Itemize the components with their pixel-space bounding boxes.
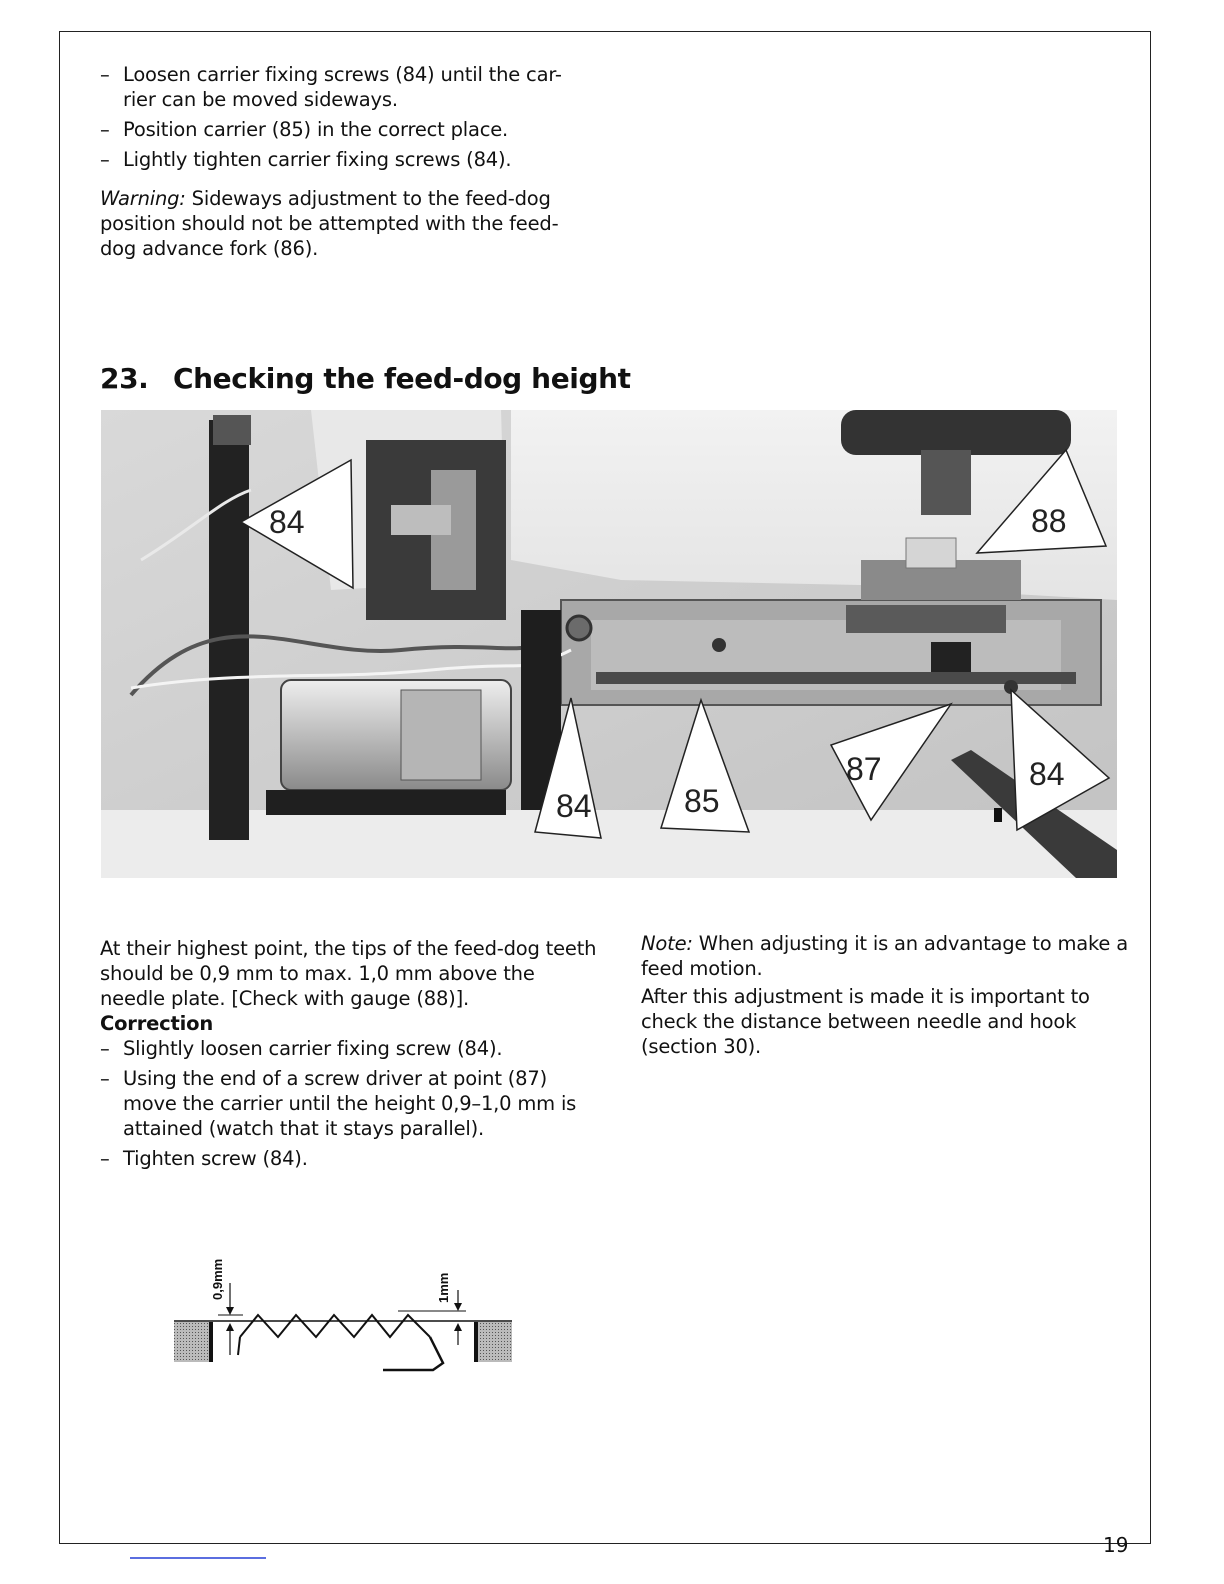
step-position: – Position carrier (85) in the correct place. [100, 117, 570, 142]
svg-text:84: 84 [1029, 756, 1065, 792]
left-column-top [213, 415, 251, 445]
svg-text:87: 87 [846, 751, 882, 787]
body-left-column [100, 936, 600, 1176]
screw-tip [994, 808, 1002, 822]
correction-title: Correction [100, 1012, 214, 1035]
photo-base [101, 810, 1117, 878]
machine-photo [101, 410, 1117, 878]
feed-dog-diagram [168, 1245, 518, 1375]
gauge-88 [906, 538, 956, 568]
plate-left-edge [209, 1322, 213, 1362]
section-number: 23. [100, 362, 149, 395]
svg-text:85: 85 [684, 783, 720, 819]
warning-label: Warning: [100, 187, 186, 210]
intro-paragraph: At their highest point, the tips of the feed-dog teeth should be 0,9 mm to max. 1,0 mm above the needle plate. [Check with gauge (88)]. [100, 937, 597, 1010]
dim-right-label: 1mm [436, 1272, 451, 1303]
carrier-block [931, 642, 971, 672]
screw-head-left [567, 616, 591, 640]
left-column [209, 420, 249, 840]
tooth-left-stem [238, 1337, 240, 1355]
dim-right-arrow-top [454, 1303, 462, 1311]
note-paragraph [641, 931, 1131, 981]
svg-text:88: 88 [1031, 503, 1067, 539]
plate-left [174, 1322, 209, 1362]
section-title: Checking the feed-dog height [173, 362, 631, 395]
plate-right-edge [474, 1322, 478, 1362]
after-paragraph: After this adjustment is made it is important to check the distance between needle and hook (section 30). [641, 985, 1090, 1058]
screw-85 [712, 638, 726, 652]
warning-text: Sideways adjustment to the feed-dog position should not be attempted with the feed-dog advance fork (86). [100, 187, 559, 260]
top-instructions [100, 62, 570, 261]
step-loosen: – Loosen carrier fixing screws (84) until the car-rier can be moved sideways. [100, 62, 570, 112]
presser-arm [841, 410, 1071, 455]
step-tighten: – Lightly tighten carrier fixing screws (84). [100, 147, 570, 172]
svg-text:84: 84 [556, 788, 592, 824]
svg-text:84: 84 [269, 504, 305, 540]
motor-end [401, 690, 481, 780]
carrier-bar [846, 605, 1006, 633]
dim-left-arrow-top [226, 1307, 234, 1315]
correction-step-tighten: – Tighten screw (84). [100, 1146, 600, 1171]
plate-right [476, 1322, 512, 1362]
correction-step-loosen: – Slightly loosen carrier fixing screw (84). [100, 1036, 600, 1061]
dim-left-label: 0,9mm [210, 1258, 225, 1300]
page-number: 19 [1103, 1533, 1129, 1557]
warning-paragraph [100, 186, 570, 261]
body-right-column [641, 931, 1131, 1059]
dim-left-arrow-bottom [226, 1323, 234, 1331]
dim-right-arrow-bottom [454, 1323, 462, 1331]
feed-dog-teeth [240, 1315, 430, 1337]
motor-base [266, 790, 506, 815]
presser-foot [921, 450, 971, 515]
bottom-underline [130, 1557, 266, 1559]
correction-step-move: – Using the end of a screw driver at point (87) move the carrier until the height 0,9–1,0 mm is attained (watch that it stays parallel). [100, 1066, 600, 1141]
hook-shape [383, 1337, 443, 1370]
section-heading [100, 362, 631, 395]
center-part-2 [391, 505, 451, 535]
note-label: Note: [641, 932, 693, 955]
feed-shaft [596, 672, 1076, 684]
note-text: When adjusting it is an advantage to make a feed motion. [641, 932, 1128, 980]
